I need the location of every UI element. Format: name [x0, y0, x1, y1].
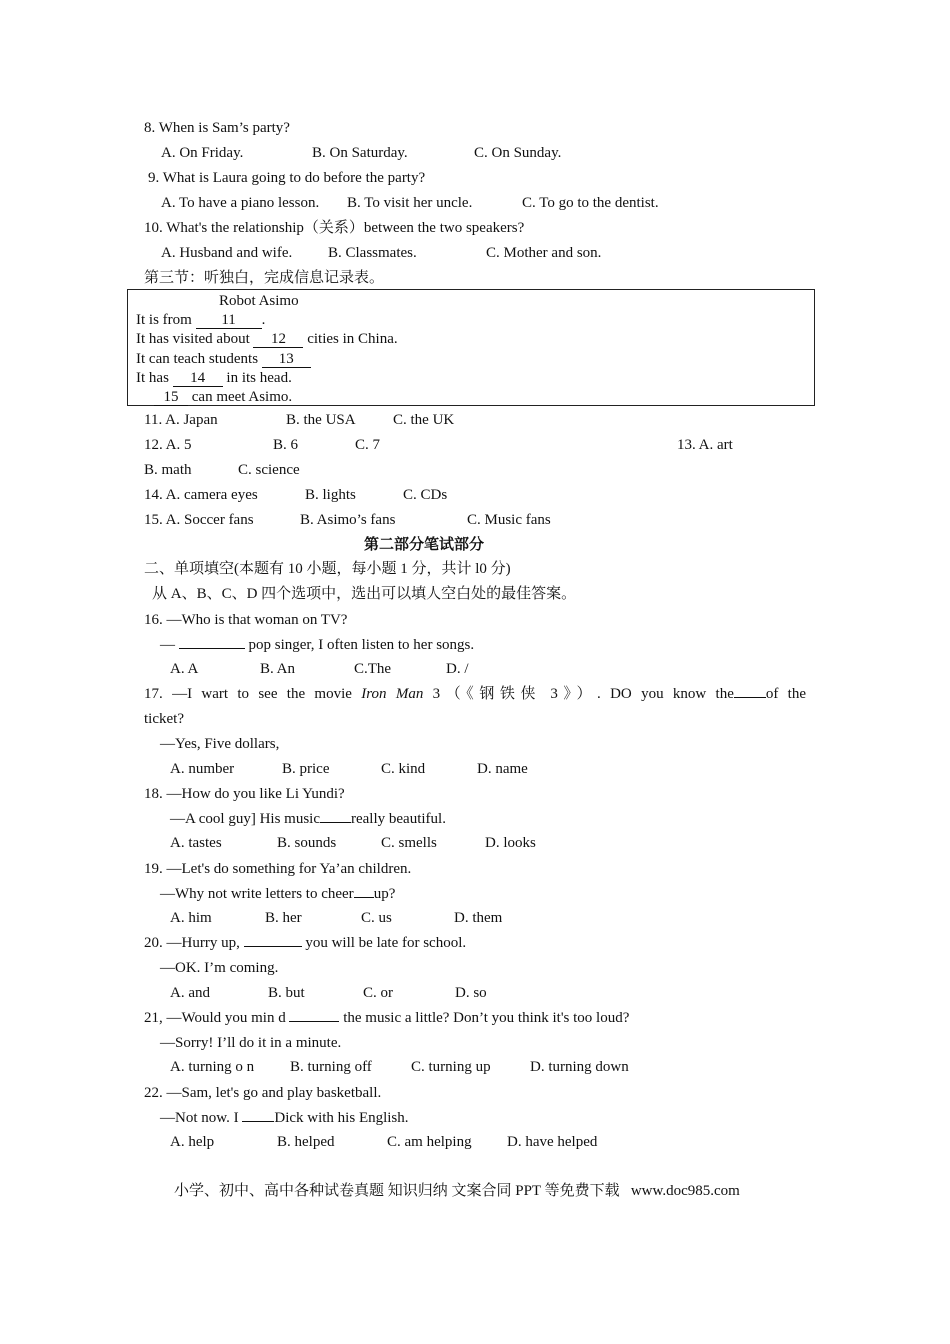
q16-reply	[160, 636, 474, 654]
blank-11: 11	[196, 313, 262, 329]
q19-option-c: C. us	[361, 910, 392, 926]
row3-text: It can teach students	[136, 351, 262, 367]
q10-option-b: B. Classmates.	[328, 245, 417, 261]
q18-option-d: D. looks	[485, 835, 536, 851]
q19-reply-end: up?	[373, 886, 396, 902]
q22-blank	[242, 1121, 274, 1122]
q10-option-c: C. Mother and son.	[486, 245, 602, 261]
q14-option-c: C. CDs	[403, 487, 448, 503]
q16-reply-start: —	[160, 637, 179, 653]
blank-14: 14	[173, 371, 223, 387]
q17-option-d: D. name	[477, 761, 528, 777]
q20-blank	[244, 946, 302, 947]
q15-option-a: 15. A. Soccer fans	[144, 512, 254, 528]
q22-option-b: B. helped	[277, 1134, 335, 1150]
q10-option-a: A. Husband and wife.	[161, 245, 293, 261]
q19-option-a: A. him	[170, 910, 212, 926]
q21-blank	[289, 1021, 339, 1022]
q19-reply-start: —Why not write letters to cheer	[160, 886, 354, 902]
q17-stem-start: 17. —I wart to see the movie	[144, 686, 362, 702]
q22-reply-end: Dick with his English.	[274, 1110, 409, 1126]
q9-option-b: B. To visit her uncle.	[347, 195, 473, 211]
q16-option-d: D. /	[446, 661, 469, 677]
q19-option-b: B. her	[265, 910, 302, 926]
q9-option-a: A. To have a piano lesson.	[161, 195, 320, 211]
q19-reply	[160, 885, 395, 903]
q11-option-a: 11. A. Japan	[144, 412, 218, 428]
q16-reply-end: pop singer, I often listen to her songs.	[244, 637, 475, 653]
q15-option-c: C. Music fans	[467, 512, 551, 528]
q8-option-b: B. On Saturday.	[312, 145, 408, 161]
q18-option-b: B. sounds	[277, 835, 337, 851]
q22-option-c: C. am helping	[387, 1134, 472, 1150]
row4-text: It has	[136, 370, 173, 386]
row1-text: It is from	[136, 312, 196, 328]
blank-13: 13	[262, 352, 311, 368]
table-title: Robot Asimo	[219, 293, 299, 309]
q18-blank	[320, 822, 351, 823]
part2-instruction: 从 A、B、C、D 四个选项中，选出可以填人空白处的最佳答案。	[152, 586, 577, 602]
row5-end: can meet Asimo.	[188, 389, 293, 405]
q20-option-c: C. or	[363, 985, 393, 1001]
q9-stem: 9. What is Laura going to do before the party?	[148, 170, 426, 186]
q20-option-d: D. so	[455, 985, 487, 1001]
q12-option-b: B. 6	[273, 437, 299, 453]
q22-option-a: A. help	[170, 1134, 215, 1150]
q15-option-b: B. Asimo’s fans	[300, 512, 396, 528]
q8-stem: 8. When is Sam’s party?	[144, 120, 290, 136]
q17-reply: —Yes, Five dollars,	[160, 736, 280, 752]
part2-title: 第二部分笔试部分	[364, 537, 485, 553]
q21-stem	[144, 1009, 629, 1027]
q18-stem: 18. —How do you like Li Yundi?	[144, 786, 345, 802]
row2-text: It has visited about	[136, 331, 254, 347]
q17-stem-continued: ticket?	[144, 711, 184, 727]
q16-blank	[179, 648, 245, 649]
q17-option-b: B. price	[282, 761, 330, 777]
q22-reply	[160, 1109, 409, 1127]
q17-stem	[144, 685, 806, 703]
q21-option-c: C. turning up	[411, 1059, 491, 1075]
q20-stem-end: you will be late for school.	[301, 935, 467, 951]
q21-option-b: B. turning off	[290, 1059, 372, 1075]
q13-option-b: B. math	[144, 462, 192, 478]
q20-option-b: B. but	[268, 985, 305, 1001]
q18-option-c: C. smells	[381, 835, 437, 851]
q17-blank	[734, 697, 766, 698]
q21-option-a: A. turning o n	[170, 1059, 255, 1075]
q16-option-b: B. An	[260, 661, 296, 677]
q17-movie-title: Iron Man	[361, 686, 424, 702]
blank-12: 12	[253, 332, 303, 348]
q11-option-c: C. the UK	[393, 412, 455, 428]
q21-stem-end: the music a little? Don’t you think it's too loud?	[339, 1010, 630, 1026]
q17-option-c: C. kind	[381, 761, 426, 777]
table-row-1	[136, 311, 265, 329]
q22-stem: 22. —Sam, let's go and play basketball.	[144, 1085, 382, 1101]
q20-reply: —OK. I’m coming.	[160, 960, 279, 976]
q16-option-a: A. A	[170, 661, 199, 677]
q8-option-c: C. On Sunday.	[474, 145, 562, 161]
q21-stem-start: 21, —Would you min d	[144, 1010, 290, 1026]
q13-option-a: 13. A. art	[677, 437, 733, 453]
q16-option-c: C.The	[354, 661, 392, 677]
q22-option-d: D. have helped	[507, 1134, 598, 1150]
q16-stem: 16. —Who is that woman on TV?	[144, 612, 348, 628]
q21-reply: —Sorry! I’ll do it in a minute.	[160, 1035, 342, 1051]
q17-option-a: A. number	[170, 761, 235, 777]
q18-reply-end: really beautiful.	[351, 811, 446, 827]
q20-option-a: A. and	[170, 985, 210, 1001]
table-row-3	[136, 350, 311, 368]
q18-reply	[170, 810, 446, 828]
q20-stem	[144, 934, 466, 952]
q18-option-a: A. tastes	[170, 835, 222, 851]
q14-option-a: 14. A. camera eyes	[144, 487, 258, 503]
q19-blank	[354, 897, 374, 898]
row1-end: .	[261, 312, 266, 328]
q12-option-c: C. 7	[355, 437, 381, 453]
q19-stem: 19. —Let's do something for Ya’an children.	[144, 861, 412, 877]
q19-option-d: D. them	[454, 910, 503, 926]
q17-stem-end: of the	[765, 686, 806, 702]
q11-option-b: B. the USA	[286, 412, 356, 428]
table-row-2	[136, 330, 398, 348]
part2-heading: 二、单项填空(本题有 10 小题，每小题 1 分，共计 l0 分)	[144, 561, 511, 577]
q8-option-a: A. On Friday.	[161, 145, 244, 161]
q22-reply-start: —Not now. I	[160, 1110, 243, 1126]
row4-end: in its head.	[222, 370, 292, 386]
q18-reply-start: —A cool guy] His music	[170, 811, 320, 827]
q14-option-b: B. lights	[305, 487, 356, 503]
q10-stem: 10. What's the relationship（关系）between the two speakers?	[144, 220, 525, 236]
q17-stem-mid: 3（《钢铁侠 3》）. DO you know the	[423, 686, 734, 702]
q9-option-c: C. To go to the dentist.	[522, 195, 659, 211]
q20-stem-start: 20. —Hurry up,	[144, 935, 244, 951]
q12-option-a: 12. A. 5	[144, 437, 192, 453]
blank-15: 15	[154, 390, 188, 406]
section3-heading: 第三节：听独白，完成信息记录表。	[144, 270, 385, 286]
row2-end: cities in China.	[303, 331, 398, 347]
q13-option-c: C. science	[238, 462, 300, 478]
table-row-5	[154, 388, 292, 406]
table-row-4	[136, 369, 292, 387]
page-footer: 小学、初中、高中各种试卷真题 知识归纳 文案合同 PPT 等免费下载 www.doc985.com	[174, 1183, 740, 1199]
q21-option-d: D. turning down	[530, 1059, 629, 1075]
